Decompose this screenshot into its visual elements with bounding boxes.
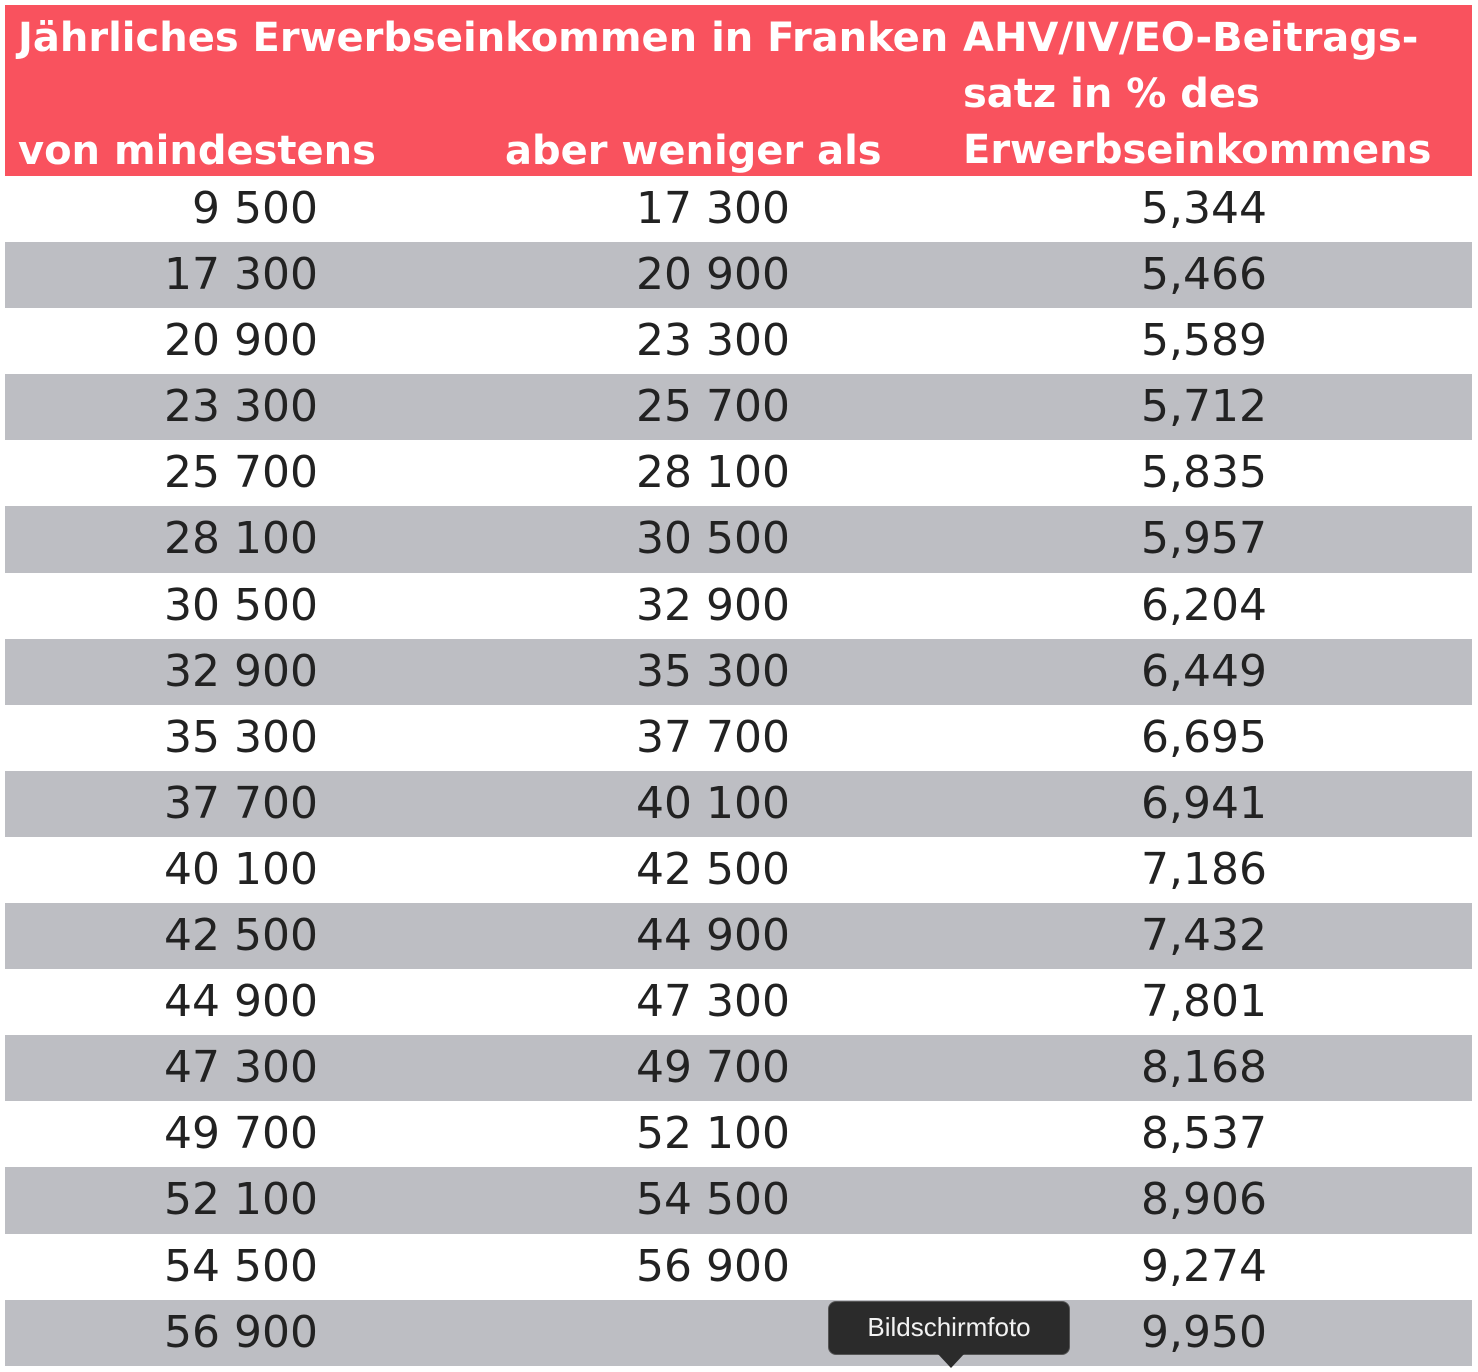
table-row [5,374,1472,440]
cell-from: 23 300 [164,381,318,433]
cell-rate: 7,801 [1141,976,1267,1028]
cell-rate: 6,695 [1141,711,1267,763]
cell-rate: 6,941 [1141,777,1267,829]
table-row [5,242,1472,308]
table-row [5,1035,1472,1101]
table-row [5,1234,1472,1300]
cell-rate: 8,537 [1141,1108,1267,1160]
cell-from: 40 100 [164,843,318,895]
cell-rate: 6,204 [1141,579,1267,631]
cell-from: 20 900 [164,315,318,367]
cell-from: 49 700 [164,1108,318,1160]
table-row [5,837,1472,903]
cell-to: 37 700 [636,711,790,763]
cell-rate: 7,186 [1141,843,1267,895]
cell-from: 54 500 [164,1240,318,1292]
table-row [5,705,1472,771]
table-row [5,573,1472,639]
cell-rate: 9,274 [1141,1240,1267,1292]
cell-from: 9 500 [192,183,318,234]
cell-to: 25 700 [636,381,790,433]
cell-rate: 5,835 [1141,447,1267,499]
header-col-to: aber weniger als [505,128,882,174]
cell-rate: 8,906 [1141,1174,1267,1226]
cell-to: 17 300 [636,183,790,234]
cell-to: 32 900 [636,579,790,631]
table-row [5,969,1472,1035]
table-row [5,1101,1472,1167]
cell-from: 25 700 [164,447,318,499]
cell-from: 42 500 [164,910,318,962]
cell-from: 35 300 [164,711,318,763]
table-row [5,639,1472,705]
cell-from: 47 300 [164,1042,318,1094]
table-row [5,903,1472,969]
cell-rate: 5,466 [1141,249,1267,301]
cell-from: 44 900 [164,976,318,1028]
cell-to: 40 100 [636,777,790,829]
table-row [5,1300,1472,1366]
table-row [5,506,1472,572]
cell-to [405,1300,790,1366]
header-col-rate: AHV/IV/EO-Beitrags- satz in % des Erwerbseinkommens [963,15,1432,173]
screenshot-tooltip: Bildschirmfoto [828,1301,1070,1355]
cell-to: 35 300 [636,645,790,697]
table-body [5,176,1472,1366]
cell-rate: 5,344 [1141,183,1267,234]
cell-to: 47 300 [636,976,790,1028]
cell-from: 30 500 [164,579,318,631]
cell-rate: 8,168 [1141,1042,1267,1094]
cell-rate: 5,589 [1141,315,1267,367]
table-row [5,771,1472,837]
cell-to: 49 700 [636,1042,790,1094]
cell-rate: 7,432 [1141,910,1267,962]
cell-rate: 9,950 [1141,1306,1267,1358]
cell-to: 52 100 [636,1108,790,1160]
cell-to: 30 500 [636,513,790,565]
table-row [5,1167,1472,1233]
cell-from: 28 100 [164,513,318,565]
table-row [5,176,1472,242]
cell-rate: 5,957 [1141,513,1267,565]
cell-rate: 5,712 [1141,381,1267,433]
cell-to: 23 300 [636,315,790,367]
tooltip-pointer [937,1353,965,1368]
header-income-title: Jährliches Erwerbseinkommen in Franken [18,15,949,61]
table-row [5,440,1472,506]
cell-to: 54 500 [636,1174,790,1226]
cell-to: 20 900 [636,249,790,301]
cell-to: 44 900 [636,910,790,962]
cell-to: 56 900 [636,1240,790,1292]
cell-from: 17 300 [164,249,318,301]
cell-from: 56 900 [164,1306,318,1358]
table-header [5,5,1472,176]
cell-from: 37 700 [164,777,318,829]
cell-from: 32 900 [164,645,318,697]
cell-to: 28 100 [636,447,790,499]
header-col-from: von mindestens [18,128,376,174]
cell-rate: 6,449 [1141,645,1267,697]
table-row [5,308,1472,374]
cell-from: 52 100 [164,1174,318,1226]
cell-to: 42 500 [636,843,790,895]
